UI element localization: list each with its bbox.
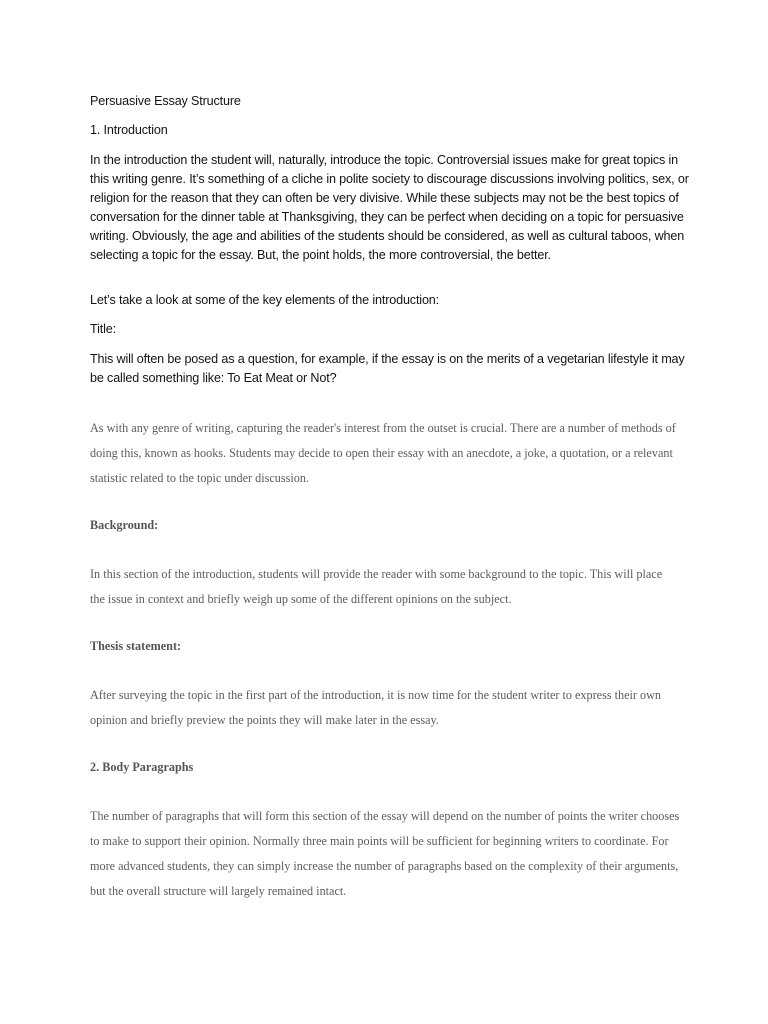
intro-paragraph: In the introduction the student will, naturally, introduce the topic. Controversial issues make for great topics in this writing genre. It’s something of a cliche in polite society to discourage discussions involving politics, sex, or religion for the reason that they can often be very divisive. While these subjects may not be the best topics of conversation for the dinner table at Thanksgiving, they can be perfect when deciding on a topic for persuasive writing. Obviously, the age and abilities of the students should be considered, as well as cultural taboos, when selecting a topic for the essay. But, the point holds, the more controversial, the better. xyxy=(90,153,689,262)
title-paragraph: This will often be posed as a question, for example, if the essay is on the merits of a vegetarian lifestyle it may be called something like: To Eat Meat or Not? xyxy=(90,352,685,385)
background-heading: Background: xyxy=(90,518,159,532)
hook-paragraph: As with any genre of writing, capturing the reader's interest from the outset is crucial. There are a number of methods of doing this, known as hooks. Students may decide to open their essay with an anecdote, a joke, a quotation, or a relevant statistic related to the topic under discussion. xyxy=(90,421,676,485)
document-title: Persuasive Essay Structure xyxy=(90,94,241,108)
thesis-heading: Thesis statement: xyxy=(90,639,182,653)
key-elements-sentence: Let’s take a look at some of the key elements of the introduction: xyxy=(90,293,439,307)
section-heading-introduction: 1. Introduction xyxy=(90,123,168,137)
title-label: Title: xyxy=(90,322,116,336)
body-paragraphs-heading: 2. Body Paragraphs xyxy=(90,760,194,774)
body-paragraph: The number of paragraphs that will form this section of the essay will depend on the number of points the writer chooses to make to support their opinion. Normally three main points will be sufficient for beginning writers to coordinate. For more advanced students, they can simply increase the number of paragraphs based on the complexity of their arguments, but the overall structure will largely remained intact. xyxy=(90,809,680,898)
background-paragraph: In this section of the introduction, students will provide the reader with some background to the topic. This will place the issue in context and briefly weigh up some of the different opinions on the subject. xyxy=(90,567,663,606)
thesis-paragraph: After surveying the topic in the first part of the introduction, it is now time for the student writer to express their own opinion and briefly preview the points they will make later in the essay. xyxy=(90,688,661,727)
